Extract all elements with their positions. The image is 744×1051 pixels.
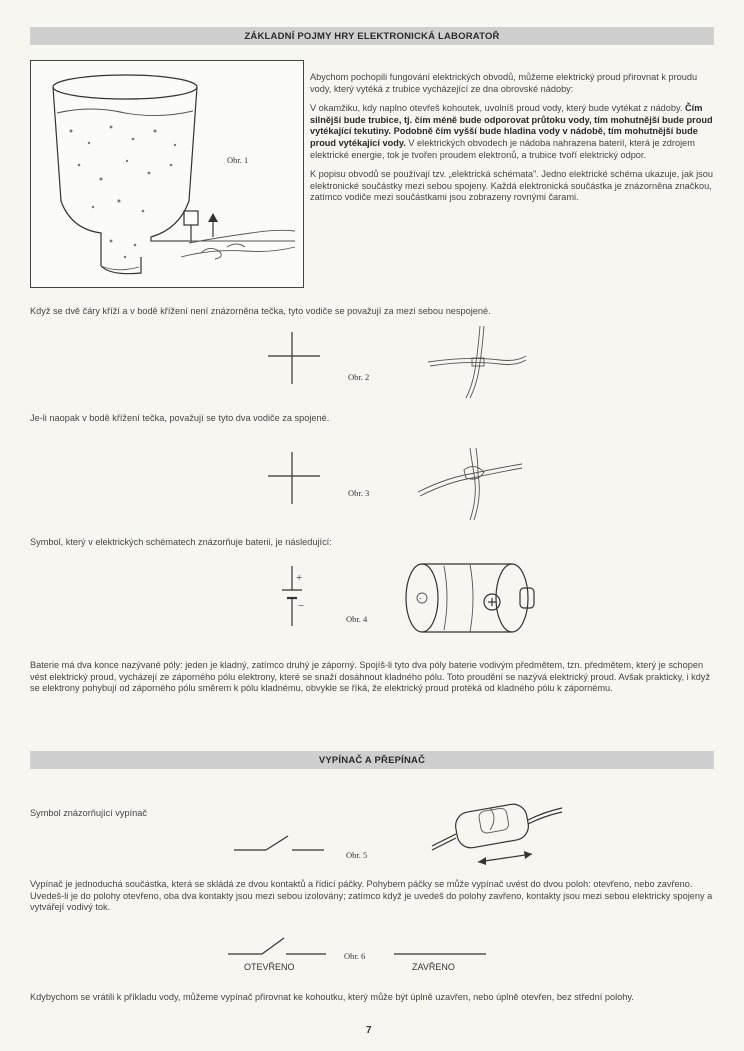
crossing-symbol-unconnected bbox=[266, 330, 322, 386]
battery-explanation-text: Baterie má dva konce nazývané póly: jeden je kladný, zatímco druhý je záporný. Spojíš-li tyto dva póly baterie vodivým předmětem, tzn. předmětem, který je schopen vést elektrický proud, vycházejí ze záporného pólu elektrony, které se snaží dosáhnout kladného pólu. Toto proudění se nazývá elektrický proud. Avšak prakticky, i když se elektrony pohybují od záporného pólu směrem k pólu kladnému, obvykle se říká, že elektrický proud protéká od kladného pólu k zápornému. bbox=[30, 660, 711, 694]
switch-symbol-open-state bbox=[228, 930, 328, 960]
figure-3-caption: Obr. 3 bbox=[348, 488, 370, 498]
crossing-symbol-connected bbox=[266, 450, 322, 506]
section-header-switch: VYPÍNAČ A PŘEPÍNAČ bbox=[30, 751, 714, 769]
crossing-connected-text: Je-li naopak v bodě křížení tečka, považují se tyto dva vodiče za spojené. bbox=[30, 413, 330, 423]
figure-1-caption: Obr. 1 bbox=[227, 155, 249, 165]
final-water-analogy-text: Kdybychom se vrátili k příkladu vody, můžeme vypínač přirovnat ke kohoutku, který může být úplně uzavřen, nebo úplně otevřen, bez střední polohy. bbox=[30, 992, 634, 1002]
switch-symbol-closed-state bbox=[394, 944, 486, 960]
battery-intro-text: Symbol, který v elektrických schématech znázorňuje baterii, je následující: bbox=[30, 537, 332, 547]
figure-2-caption: Obr. 2 bbox=[348, 372, 370, 382]
svg-text:-: - bbox=[419, 594, 422, 603]
water-tank-illustration bbox=[31, 61, 303, 287]
switch-explanation-text: Vypínač je jednoduchá součástka, která se skládá ze dvou kontaktů a řídicí páčky. Pohybem páčky se může vypínač uvést do dvou poloh: otevřeno, nebo zavřeno. Uvedeš-li je do polohy otevřeno, oba dva kontakty jsou mezi sebou izolovány; zatímco když je uvedeš do polohy zavřeno, kontakty jsou mezi sebou elektricky spojeny a vytvářejí vodivý tok. bbox=[30, 879, 713, 913]
crossed-wires-illustration bbox=[428, 326, 528, 400]
label-open: OTEVŘENO bbox=[244, 962, 295, 972]
section-header-basics: ZÁKLADNÍ POJMY HRY ELEKTRONICKÁ LABORATOŘ bbox=[30, 27, 714, 45]
switch-symbol-open bbox=[234, 832, 324, 856]
figure-1-water-tank bbox=[30, 60, 304, 288]
intro-paragraph-1: Abychom pochopili fungování elektrických obvodů, můžeme elektrický proud přirovnat k proudu vody, který vytéká z trubice vycházející ze dna obrovské nádoby: bbox=[310, 72, 698, 94]
figure-6-caption: Obr. 6 bbox=[344, 951, 366, 961]
switch-intro-text: Symbol znázorňující vypínač bbox=[30, 808, 147, 818]
battery-plus-sign: + bbox=[296, 572, 303, 584]
figure-4-caption: Obr. 4 bbox=[346, 614, 368, 624]
crossing-unconnected-text: Když se dvě čáry kříží a v bodě křížení není znázorněna tečka, tyto vodiče se považují za mezi sebou nespojené. bbox=[30, 306, 491, 316]
battery-illustration bbox=[400, 558, 550, 642]
battery-minus-sign: − bbox=[298, 600, 305, 612]
twisted-wires-illustration bbox=[418, 448, 524, 522]
intro-p2-end: V elektrických obvodech je nádoba nahrazena baterií, která je zdrojem elektrické energie, tok je tvořen proudem elektronů, a trubice tvoří elektrický odpor. bbox=[310, 137, 695, 160]
switch-illustration bbox=[432, 794, 572, 874]
intro-paragraph-2 bbox=[310, 103, 714, 161]
intro-text-block bbox=[310, 72, 714, 212]
intro-p2-start: V okamžiku, kdy naplno otevřeš kohoutek, uvolníš proud vody, který bude vytékat z nádoby. bbox=[310, 103, 686, 114]
label-closed: ZAVŘENO bbox=[412, 962, 455, 972]
intro-p2-bold: Čím silnější bude trubice, tj. čím méně bude odporovat průtoku vody, tím mohutnější bude proud vytékající tekutiny. Podobně čím vyšší bude hladina vody v nádobě, tím mohutnější bude proud vytékající vody. bbox=[310, 103, 713, 148]
intro-paragraph-3: K popisu obvodů se používají tzv. „elektrická schémata". Jedno elektrické schéma ukazuje, jak jsou elektronické součástky mezi sebou spojeny. Každá elektronická součástka je znázorněna značkou, zatímco vodiče mezi součástkami jsou zobrazeny rovnými čarami. bbox=[310, 169, 713, 203]
figure-5-caption: Obr. 5 bbox=[346, 850, 368, 860]
page-number: 7 bbox=[366, 1025, 372, 1036]
